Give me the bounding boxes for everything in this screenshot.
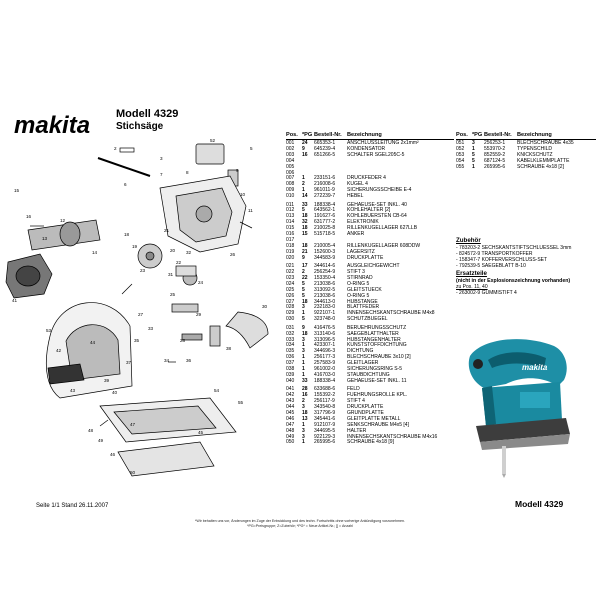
svg-text:8: 8	[186, 170, 189, 175]
svg-text:28: 28	[180, 338, 186, 343]
order-number-cell: 553970-2	[484, 145, 506, 152]
svg-text:makita: makita	[522, 363, 548, 372]
makita-logo	[12, 112, 109, 138]
description-cell: ELEKTRONIK	[347, 219, 379, 226]
description-cell: SCHRAUBE 4x18 [9]	[347, 439, 394, 446]
svg-text:33: 33	[148, 326, 154, 331]
svg-text:46: 46	[110, 452, 116, 457]
order-number-cell: 922107-1	[314, 310, 336, 317]
svg-text:53: 53	[46, 328, 52, 333]
legal-note: *Wir behalten uns vor, Änderungen im Zuge der Entwicklung und des techn. Fortschritts ohne vorherige Ankündigung vorzunehmen. *PG=Preisgruppe; Z=Zubehör; *PG* = Neue Artikel-Nr.; [] = Anzahl	[195, 519, 405, 528]
order-number-cell: 665353-1	[314, 140, 336, 146]
order-number-cell: 515718-5	[314, 231, 336, 238]
pg-cell: 2	[302, 398, 305, 405]
description-cell: SICHERUNGSSCHEIBE E-4	[347, 187, 412, 194]
pg-cell: 28	[302, 386, 308, 393]
description-cell: HUBSTANGE	[347, 298, 378, 305]
pos-cell: 012	[286, 207, 295, 214]
svg-text:49: 49	[98, 438, 104, 443]
description-cell: GRUNDPLATTE	[347, 409, 384, 416]
svg-text:9: 9	[236, 168, 239, 173]
pos-cell: 002	[286, 145, 295, 152]
svg-text:44: 44	[90, 340, 96, 345]
description-cell: DRUCKPLATTE	[347, 403, 384, 410]
pg-cell: 18	[302, 330, 308, 337]
description-cell: KUGEL 4	[347, 181, 368, 188]
svg-text:11: 11	[248, 208, 253, 213]
svg-text:39: 39	[104, 378, 110, 383]
pg-cell: 1	[302, 354, 305, 361]
description-cell: BERUEHRUNGSSCHUTZ	[347, 324, 407, 331]
pg-cell: 5	[302, 316, 305, 323]
pos-cell: 026	[286, 292, 295, 299]
pos-cell: 048	[286, 427, 295, 434]
pg-cell: 9	[302, 254, 305, 261]
pg-cell: 5	[302, 280, 305, 287]
svg-text:55: 55	[238, 400, 244, 405]
svg-text:26: 26	[230, 252, 236, 257]
order-number-cell: 256254-9	[314, 269, 336, 276]
pos-cell: 044	[286, 403, 295, 410]
description-cell: DRUCKFEDER 4	[347, 175, 386, 182]
pos-cell: 004	[286, 157, 295, 164]
pg-cell: 15	[302, 231, 308, 238]
pos-cell: 023	[286, 274, 295, 281]
pg-cell: 22	[302, 274, 308, 281]
order-number-cell: 213038-6	[314, 292, 336, 299]
description-cell: FUEHRUNGSROLLE KPL.	[347, 392, 408, 399]
guard-part	[226, 312, 268, 348]
order-number-cell: 188338-4	[314, 201, 336, 208]
parts-table-right	[456, 132, 596, 171]
pos-cell: 018	[286, 242, 295, 249]
pg-cell: 16	[302, 392, 308, 399]
pos-cell: 008	[286, 181, 295, 188]
table-row	[286, 379, 454, 385]
svg-text:32: 32	[186, 250, 192, 255]
pos-cell: 046	[286, 415, 295, 422]
description-cell: O-RING 5	[347, 292, 370, 299]
pg-cell: 5	[302, 286, 305, 293]
description-cell: HUBSTANGENHALTER	[347, 336, 401, 343]
order-number-cell: 961011-9	[314, 187, 335, 194]
description-cell: SCHUTZBUEGEL	[347, 316, 388, 323]
pg-cell: 1	[302, 175, 305, 182]
svg-text:3: 3	[160, 156, 163, 161]
pos-cell: 042	[286, 392, 295, 399]
order-number-cell: 416476-5	[314, 324, 336, 331]
order-number-cell: 256253-1	[484, 140, 506, 146]
svg-text:makita: makita	[14, 112, 91, 138]
description-cell: GLEITSTUECK	[347, 286, 382, 293]
order-number-cell: 233151-6	[314, 175, 336, 182]
svg-text:24: 24	[198, 280, 204, 285]
pos-cell: 025	[286, 286, 295, 293]
description-cell: KUNSTSTOFFDICHTUNG	[347, 342, 407, 349]
svg-text:12: 12	[60, 218, 66, 223]
order-number-cell: 416703-0	[314, 371, 336, 378]
description-cell: TYPENSCHILD	[517, 145, 553, 152]
pos-cell: 005	[286, 163, 295, 170]
pos-cell: 014	[286, 219, 295, 226]
pos-cell: 017	[286, 237, 295, 243]
pg-cell: 3	[302, 403, 305, 410]
pos-cell: 035	[286, 348, 295, 355]
order-number-cell: 155392-2	[314, 392, 336, 399]
table-row	[286, 440, 454, 446]
svg-text:43: 43	[70, 388, 76, 393]
pos-cell: 054	[456, 157, 465, 164]
parts-table-left	[286, 132, 454, 446]
description-cell: SCHALTER SGEL205C-5	[347, 151, 405, 158]
pg-cell: 1	[302, 187, 305, 194]
pos-cell: 036	[286, 354, 295, 361]
description-cell: SAEGEBLATTHALTER	[347, 330, 399, 337]
pg-cell: 18	[302, 225, 308, 232]
pos-cell: 049	[286, 433, 295, 440]
pg-cell: 9	[302, 145, 305, 152]
table-row	[286, 317, 454, 323]
pg-cell: 24	[302, 140, 308, 146]
order-number-cell: 265995-6	[484, 163, 506, 170]
order-number-cell: 645239-4	[314, 145, 336, 152]
description-cell: LAGERSITZ	[347, 248, 375, 255]
pos-cell: 027	[286, 298, 295, 305]
description-cell: GLEITLAGER	[347, 360, 379, 367]
pos-cell: 003	[286, 151, 295, 158]
pg-cell: 3	[472, 140, 475, 146]
pg-cell: 16	[302, 151, 308, 158]
description-cell: KOHLEBUERSTEN CB-64	[347, 213, 407, 220]
order-number-cell: 343540-8	[314, 403, 336, 410]
pg-cell: 3	[302, 348, 305, 355]
pos-cell: 010	[286, 193, 295, 200]
svg-text:18: 18	[124, 232, 130, 237]
order-number-cell: 153350-4	[314, 274, 336, 281]
accessory-item: - 158347-7 KOFFERVERSCHLUSS-SET	[456, 257, 548, 263]
svg-text:37: 37	[126, 360, 132, 365]
pos-cell: 043	[286, 398, 295, 405]
spare-parts-note: (nicht in der Explosionszeichnung vorhanden)	[456, 278, 571, 284]
order-number-cell: 423307-1	[314, 342, 336, 349]
description-cell: STIRNRAD	[347, 274, 373, 281]
svg-text:50: 50	[130, 470, 136, 475]
pg-cell: 18	[302, 298, 308, 305]
svg-text:23: 23	[140, 268, 146, 273]
pg-cell: 18	[302, 242, 308, 249]
description-cell: KABELKLEMMPLATTE	[517, 157, 570, 164]
order-number-cell: 216008-6	[314, 181, 336, 188]
pg-cell: 1	[302, 371, 305, 378]
accessory-item: - 824572-9 TRANSPORTKOFFER	[456, 251, 533, 257]
svg-text:13: 13	[42, 236, 48, 241]
pg-cell: 14	[302, 193, 308, 200]
svg-text:15: 15	[14, 188, 20, 193]
spare-parts-ref: zu Pos. 11, 40	[456, 284, 488, 290]
pos-cell: 047	[286, 421, 295, 428]
pos-cell: 013	[286, 213, 295, 220]
description-cell: FELD	[347, 386, 360, 393]
pos-cell: 021	[286, 263, 295, 270]
svg-text:6: 6	[124, 182, 127, 187]
accessory-item: - 783203-2 SECHSKANTSTIFTSCHLUESSEL 3mm	[456, 245, 572, 251]
order-number-cell: 152600-3	[314, 248, 336, 255]
description-cell: BLECHSCHRAUBE 4x35	[517, 140, 574, 146]
pg-cell: 2	[302, 269, 305, 276]
order-number-cell: 961002-0	[314, 366, 336, 373]
svg-text:31: 31	[168, 272, 174, 277]
pos-cell: 015	[286, 225, 295, 232]
description-cell: RILLENKUGELLAGER 627LLB	[347, 225, 418, 232]
order-number-cell: 912107-9	[314, 421, 336, 428]
table-row	[456, 165, 596, 171]
order-number-cell: 272239-7	[314, 193, 336, 200]
svg-text:14: 14	[92, 250, 98, 255]
pg-cell: 13	[302, 415, 308, 422]
order-number-cell: 265995-6	[314, 439, 336, 446]
svg-text:41: 41	[12, 298, 18, 303]
pos-cell: 039	[286, 371, 295, 378]
pg-cell: 3	[302, 433, 305, 440]
pg-cell: 32	[302, 219, 308, 226]
description-cell: GEHAEUSE-SET INKL. 11	[347, 377, 407, 384]
description-cell: BLECHSCHRAUBE 3x10 [2]	[347, 354, 411, 361]
pos-cell: 024	[286, 280, 295, 287]
pos-cell: 055	[456, 163, 465, 170]
pos-cell: 009	[286, 187, 295, 194]
order-number-cell: 345441-6	[314, 415, 336, 422]
description-cell: KNICKSCHUTZ	[517, 151, 553, 158]
svg-text:48: 48	[88, 428, 94, 433]
svg-text:19: 19	[132, 244, 138, 249]
svg-text:45: 45	[198, 430, 204, 435]
pg-cell: 5	[472, 151, 475, 158]
svg-text:34: 34	[164, 358, 170, 363]
order-number-cell: 344583-9	[314, 254, 336, 261]
accessories-section	[456, 237, 596, 296]
pg-cell: 33	[302, 377, 308, 384]
spare-parts-title: Ersatzteile	[456, 270, 487, 277]
pg-cell: 21	[302, 248, 308, 255]
description-cell: BLATTFEDER	[347, 304, 380, 311]
pg-cell: 1	[302, 360, 305, 367]
pos-cell: 045	[286, 409, 295, 416]
svg-text:16: 16	[26, 214, 32, 219]
order-number-cell: 323748-0	[314, 316, 336, 323]
order-number-cell: 210005-4	[314, 242, 336, 249]
pos-cell: 011	[286, 201, 294, 208]
description-cell: HALTER	[347, 427, 367, 434]
pos-cell: 032	[286, 330, 295, 337]
svg-text:42: 42	[56, 348, 62, 353]
svg-text:54: 54	[214, 388, 220, 393]
switch-part	[196, 144, 224, 164]
model-label-bottom: Modell 4329	[515, 499, 564, 509]
description-cell: KONDENSATOR	[347, 145, 386, 152]
exploded-diagram	[0, 136, 285, 496]
description-cell: GLEITPLATTE METALL	[347, 415, 401, 422]
order-number-cell: 344614-6	[314, 263, 336, 270]
order-number-cell: 643562-1	[314, 207, 336, 214]
description-cell: STIFT 3	[347, 269, 365, 276]
pg-cell: 5	[472, 157, 475, 164]
order-number-cell: 651266-5	[314, 151, 336, 158]
description-cell: RILLENKUGELLAGER 608DDW	[347, 242, 421, 249]
order-number-cell: 213038-6	[314, 280, 336, 287]
pos-cell: 041	[286, 386, 295, 393]
order-number-cell: 852559-2	[484, 151, 506, 158]
order-number-cell: 687124-5	[484, 157, 506, 164]
pos-cell: 040	[286, 377, 295, 384]
order-number-cell: 256117-9	[314, 398, 335, 405]
pos-cell: 028	[286, 304, 295, 311]
pos-cell: 050	[286, 439, 295, 446]
pg-cell: 1	[302, 310, 305, 317]
svg-text:7: 7	[160, 172, 163, 177]
spare-part-item: - 263002-9 GUMMISTIFT 4	[456, 290, 517, 296]
description-cell: SICHERUNGSRING S-5	[347, 366, 403, 373]
cable-sleeve	[120, 148, 134, 152]
pos-cell: 052	[456, 145, 465, 152]
svg-text:52: 52	[210, 138, 216, 143]
pg-cell: 1	[302, 439, 305, 446]
description-cell: O-RING 5	[347, 280, 370, 287]
page-footer: Seite 1/1 Stand 26.11.2007	[36, 503, 109, 509]
pos-cell: 030	[286, 316, 295, 323]
svg-text:29: 29	[196, 312, 202, 317]
order-number-cell: 313140-6	[314, 330, 336, 337]
order-number-cell: 922129-3	[314, 433, 336, 440]
order-number-cell: 344696-3	[314, 348, 336, 355]
pg-cell: 5	[302, 292, 305, 299]
description-cell: STIFT 4	[347, 398, 365, 405]
pos-cell: 022	[286, 269, 295, 276]
pos-cell: 020	[286, 254, 295, 261]
svg-text:30: 30	[262, 304, 268, 309]
pg-cell: 1	[472, 145, 475, 152]
order-number-cell: 188338-4	[314, 377, 336, 384]
pg-cell: 2	[302, 181, 305, 188]
pos-cell: 007	[286, 175, 295, 182]
model-title: Modell 4329	[116, 108, 179, 120]
svg-text:5: 5	[250, 146, 253, 151]
model-subtitle: Stichsäge	[116, 121, 164, 132]
svg-text:27: 27	[138, 312, 144, 317]
svg-text:25: 25	[170, 292, 176, 297]
svg-text:22: 22	[176, 260, 182, 265]
description-cell: DICHTUNG	[347, 348, 374, 355]
pos-cell: 053	[456, 151, 465, 158]
description-cell: INNENSECHSKANTSCHRAUBE M4x8	[347, 310, 435, 317]
pos-cell: 001	[286, 140, 295, 146]
svg-text:20: 20	[170, 248, 176, 253]
pg-cell: 3	[302, 336, 305, 343]
svg-text:47: 47	[130, 422, 136, 427]
table-row	[286, 256, 454, 262]
order-number-cell: 317796-9	[314, 409, 336, 416]
description-cell: ANSCHLUSSLEITUNG 2x1mm²	[347, 140, 419, 146]
description-cell: HEBEL	[347, 193, 364, 200]
svg-text:40: 40	[112, 390, 118, 395]
order-number-cell: 313092-5	[314, 286, 336, 293]
pg-cell: 3	[302, 427, 305, 434]
pos-cell: 034	[286, 342, 295, 349]
accessories-title: Zubehör	[456, 237, 481, 244]
jigsaw-photo	[462, 334, 572, 479]
svg-text:10: 10	[240, 192, 246, 197]
pos-cell: 037	[286, 360, 295, 367]
pg-cell: 1	[302, 366, 305, 373]
accessory-item: - 792539-5 SAEGEBLATT B-10	[456, 263, 526, 269]
description-cell: ANKER	[347, 231, 365, 238]
description-cell: GEHAEUSE-SET INKL. 40	[347, 201, 407, 208]
svg-text:35: 35	[134, 338, 140, 343]
pg-cell: 1	[302, 342, 305, 349]
pg-cell: 18	[302, 213, 308, 220]
pg-cell: 3	[302, 304, 305, 311]
svg-text:38: 38	[226, 346, 232, 351]
table-header: Pos. *PG Bestell-Nr. Bezeichnung	[286, 132, 454, 140]
order-number-cell: 210025-8	[314, 225, 336, 232]
order-number-cell: 191627-6	[314, 213, 336, 220]
pg-cell: 1	[302, 421, 305, 428]
table-row	[286, 194, 454, 200]
order-number-cell: 633688-6	[314, 386, 336, 393]
pos-cell: 031	[286, 324, 295, 331]
order-number-cell: 344695-5	[314, 427, 336, 434]
pg-cell: 33	[302, 201, 308, 208]
description-cell: AUSGLEICHGEWICHT	[347, 263, 400, 270]
pos-cell: 051	[456, 140, 465, 146]
description-cell: KOHLEHALTER [2]	[347, 207, 391, 214]
order-number-cell: 232183-0	[314, 304, 336, 311]
pg-cell: 5	[302, 207, 305, 214]
order-number-cell: 257583-9	[314, 360, 336, 367]
description-cell: INNENSECHSKANTSCHRAUBE M4x16	[347, 433, 438, 440]
description-cell: STAUBDICHTUNG	[347, 371, 390, 378]
pg-cell: 18	[302, 409, 308, 416]
pg-cell: 17	[302, 263, 308, 270]
order-number-cell: 256177-3	[314, 354, 336, 361]
order-number-cell: 631777-2	[314, 219, 336, 226]
pos-cell: 019	[286, 248, 295, 255]
pos-cell: 006	[286, 169, 295, 176]
table-header: Pos. *PG Bestell-Nr. Bezeichnung	[456, 132, 596, 140]
pos-cell: 038	[286, 366, 295, 373]
pos-cell: 029	[286, 310, 295, 317]
svg-text:2: 2	[114, 146, 117, 151]
pg-cell: 1	[472, 163, 475, 170]
svg-text:36: 36	[186, 358, 192, 363]
svg-text:21: 21	[164, 228, 170, 233]
description-cell: SCHRAUBE 4x18 [2]	[517, 163, 564, 170]
pos-cell: 033	[286, 336, 295, 343]
order-number-cell: 344613-0	[314, 298, 336, 305]
pg-cell: 9	[302, 324, 305, 331]
order-number-cell: 313096-5	[314, 336, 336, 343]
description-cell: SENKSCHRAUBE M4x5 [4]	[347, 421, 409, 428]
description-cell: DRUCKPLATTE	[347, 254, 384, 261]
pos-cell: 016	[286, 231, 295, 238]
